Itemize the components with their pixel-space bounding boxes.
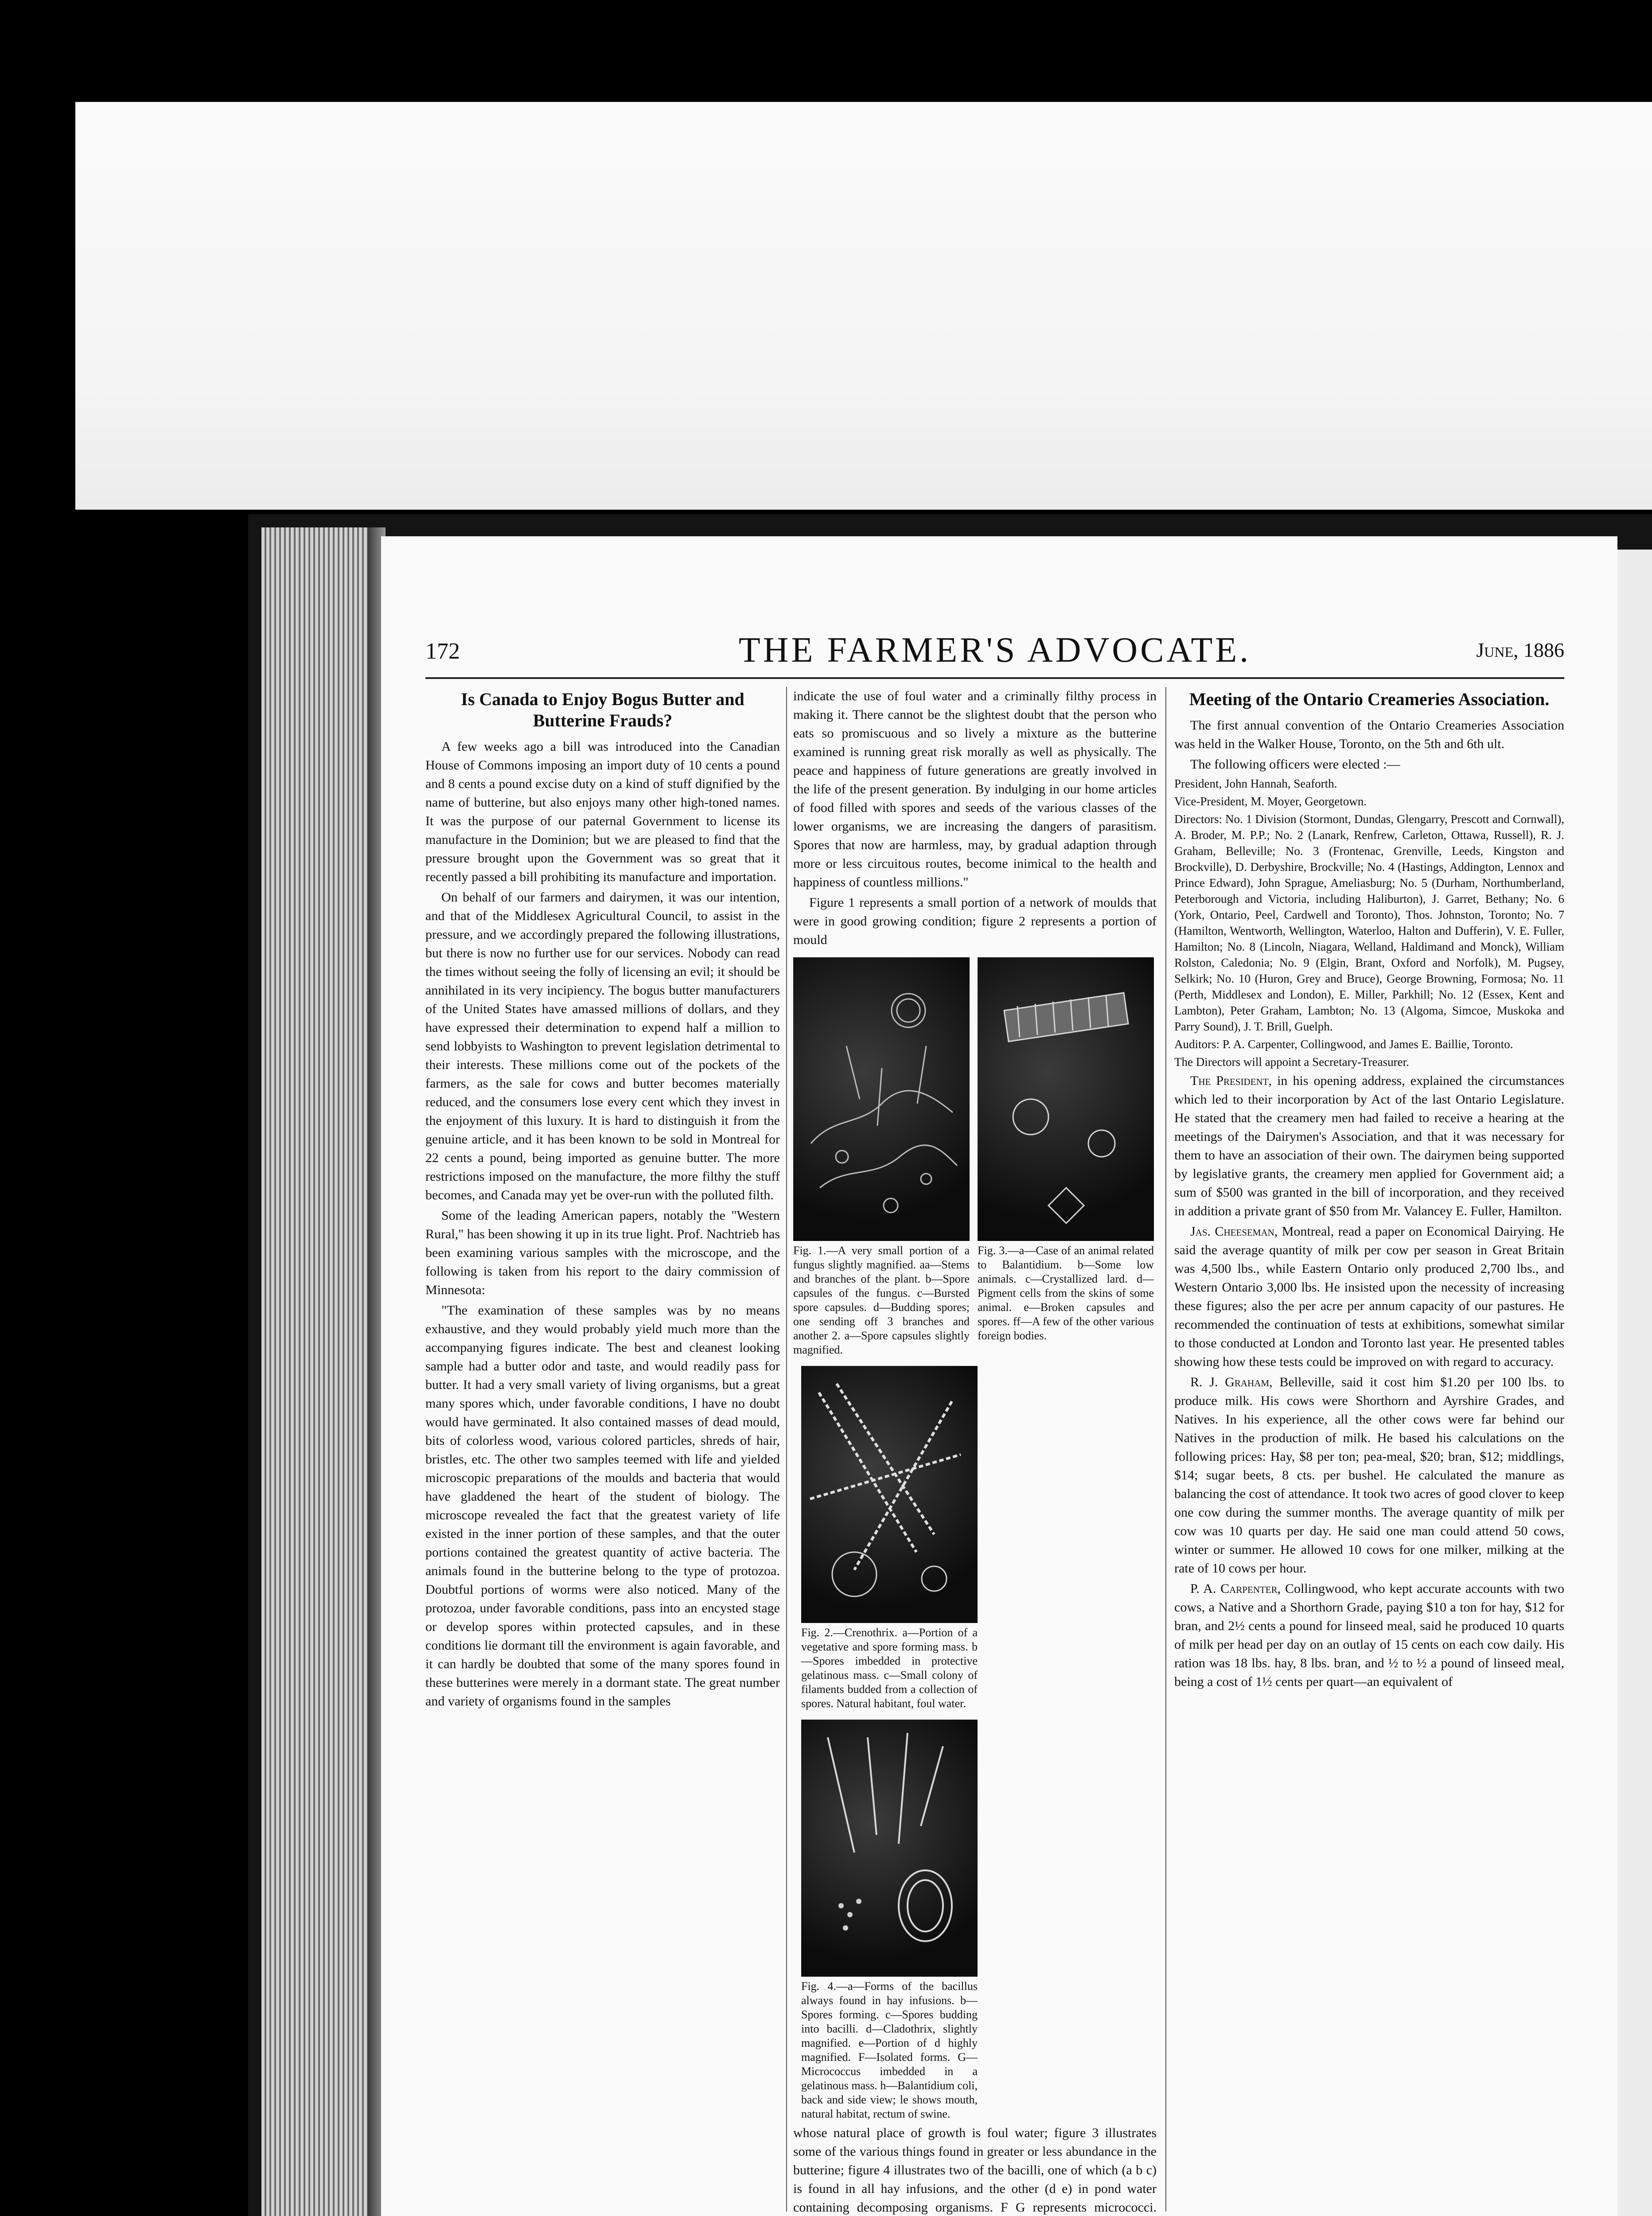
article-paragraph: indicate the use of foul water and a criminally filthy process in making it. There cannot be the slightest doubt that the person who eats so promiscuous and so lively a mixture as the butterine examined is running great risk morally as well as physically. The peace and happiness of future generations are greatly involved in the life of the present generation. By indulging in our home articles of food filled with spores and seeds of the various classes of the lower organisms, we are increasing the dangers of parasitism. Spores that now are harmless, may, by gradual adaption through more or less circuitous routes, become inimical to the health and happiness of countless millions."	[793, 689, 1157, 890]
figure-1-caption: Fig. 1.—A very small portion of a fungus slightly magnified. aa—Stems and branches of the plant. b—Spore capsules of the fungus. c—Bursted spore capsules. d—Budding spores; one sending off 3 branches and another 2. a—Spore capsules slightly magnified.	[793, 1244, 970, 1356]
issue-date: June, 1886	[1476, 639, 1564, 661]
column-1	[425, 687, 780, 2216]
article-paragraph	[1174, 1373, 1564, 1578]
article-paragraph: "The examination of these samples was by no means exhaustive, and they would probably yield much more than the accompanying figures indicate. The best and cleanest looking sample had a butter odor and taste, and would readily pass for butter. It had a very small variety of living organisms, but a great many spores which, under favorable conditions, I have no doubt would have germinated. It also contained masses of dead mould, bits of colorless wood, various colored particles, shreds of hair, bristles, etc. The other two samples teemed with life and yielded microscopic preparations of the moulds and bacteria that would have gladdened the heart of the student of biology. The microscope revealed the fact that the greatest variety of life existed in the inner portion of these samples, and that the outer portions contained the greatest quantity of active bacteria. The animals found in the butterine belong to the type of protozoa. Doubtful portions of worms were also noticed. Many of the protozoa, under favorable conditions, pass into an encysted stage or develop spores within protected capsules, and in these conditions lie dormant till the environment is again favorable, and it can hardly be doubted that some of the many spores found in these butterines were merely in a dormant state. The great number and variety of organisms found in the samples	[425, 1303, 780, 1709]
article-paragraph: On behalf of our farmers and dairymen, it was our intention, and that of the Middlesex Agricultural Council, to assist in the pressure, and we accordingly prepared the following illustrations, but there is now no further use for our services. Nobody can read the times without seeing the folly of licensing an evil; it should be annihilated in its very incipiency. The bogus butter manufacturers of the United States have amassed millions of dollars, and they have expressed their determination to expend half a million to send lobbyists to Washington to prevent legislation detrimental to their interests. These millions come out of the pockets of the farmers, as the sale for cows and butter becomes materially reduced, and the consumers lose every cent which they invest in the enjoyment of this luxury. It is hard to distinguish it from the genuine article, and it has been known to be sold in Montreal for 22 cents a pound, being imported as genuine butter. The more restrictions imposed on the manufacture, the more filthy the stuff becomes, and Canada may yet be over-run with the polluted filth.	[425, 890, 780, 1202]
paragraph-text: Collingwood, who kept accurate accounts with two cows, a Native and a Shorthorn Grade, paying $10 a ton for hay, $12 for bran, and 2½ cents a pound for linseed meal, said he produced 10 quarts of milk per head per day on an outlay of 15 cents on each cow daily. His ration was 18 lbs. hay, 8 lbs. bran, and ½ to ½ a pound of linseed meal, being a cost of 1½ cents per quart—an equivalent of	[1174, 1581, 1564, 1689]
figure-4-caption: Fig. 4.—a—Forms of the bacillus always found in hay infusions. b—Spores forming. c—Spores budding into bacilli. d—Cladothrix, slightly magnified. e—Portion of d highly magnified. F—Isolated forms. G—Micrococcus imbedded in a gelatinous mass. h—Balantidium coli, back and side view; le shows mouth, natural habitat, rectum of swine.	[801, 1980, 978, 2120]
column-rule	[786, 687, 787, 2212]
article-paragraph	[1174, 1072, 1564, 1221]
figure-3-caption: Fig. 3.—a—Case of an animal related to Balantidium. b—Some low animals. c—Crystallized lard. d—Pigment cells from the skins of some animal. e—Broken capsules and spores. ff—A few of the other various foreign bodies.	[978, 1244, 1154, 1342]
officer-entry: Directors: No. 1 Division (Stormont, Dundas, Glengarry, Prescott and Cornwall), A. Broder, M. P.P.; No. 2 (Lanark, Renfrew, Carleton, Ottawa, Russell), R. J. Graham, Belleville; No. 3 (Frontenac, Grenville, Leeds, Kingston and Brockville), D. Derbyshire, Brockville; No. 4 (Hastings, Addington, Lennox and Prince Edward), John Sprague, Ameliasburg; No. 5 (Durham, Northumberland, Peterborough and Victoria, including Haliburton), J. Garret, Bethany; No. 6 (York, Ontario, Peel, Cardwell and Toronto), Thos. Johnston, Toronto; No. 7 (Hamilton, Wentworth, Wellington, Waterloo, Halton and Dufferin), V. E. Fuller, Hamilton; No. 8 (Lincoln, Niagara, Welland, Haldimand and Monck), William Rolston, Caledonia; No. 9 (Elgin, Brant, Oxford and Norfolk), M. Pugsey, Selkirk; No. 10 (Huron, Grey and Bruce), George Browning, Formosa; No. 11 (Perth, Middlesex and London), E. Miller, Parkhill; No. 12 (Essex, Kent and Lambton), Peter Graham, Lambton; No. 13 (Algoma, Simcoe, Muskoka and Parry Sound), J. T. Brill, Guelph.	[1174, 812, 1564, 1033]
officer-entry: The Directors will appoint a Secretary-Treasurer.	[1174, 1055, 1409, 1069]
officer-entry: Vice-President, M. Moyer, Georgetown.	[1174, 795, 1367, 808]
foreign-bodies-illustration	[978, 957, 1154, 1241]
figure-1-plate	[793, 957, 970, 1241]
facing-page-edge	[1613, 550, 1652, 2216]
column-2	[793, 687, 1157, 2216]
article-paragraph: The first annual convention of the Ontario Creameries Association was held in the Walker House, Toronto, on the 5th and 6th ult.	[1174, 718, 1564, 751]
article-paragraph: The following officers were elected :—	[1190, 757, 1400, 772]
running-head	[425, 625, 1564, 669]
paragraph-text: in his opening address, explained the circumstances which led to their incorporation by Act of the last Ontario Legislature. He stated that the creamery men had failed to receive a hearing at the meetings of the Dairymen's Association, and that it was necessary for them to have an association of their own. The dairymen being supported by legislative grants, the creamery men applied for Government aid; a sum of $500 was granted in the bill of incorporation, and they received in addition a private grant of $50 from Mr. Valancey E. Fuller, Hamilton.	[1174, 1073, 1564, 1218]
masthead-title: THE FARMER'S ADVOCATE.	[738, 631, 1251, 670]
bacilli-illustration	[801, 1720, 978, 1977]
speaker-name: R. J. Graham,	[1190, 1375, 1273, 1389]
article-headline: Is Canada to Enjoy Bogus Butter and Butterine Frauds?	[461, 689, 744, 730]
paragraph-text: Belleville, said it cost him $1.20 per 100 lbs. to produce milk. His cows were Shorthorn and Ayrshire Grades, and Natives. In his experience, all the other cows were far behind our Natives in the production of milk. He based his calculations on the following prices: Hay, $8 per ton; pea-meal, $20; bran, $12; middlings, $14; sugar beets, 8 cts. per bushel. He calculated the manure as balancing the cost of attendance. It took two acres of good clover to keep one cow during the summer months. The average quantity of milk per cow was 10 quarts per day. He said one man could attend 50 cows, winter or summer. He allowed 10 cows for one milker, milking at the rate of 10 cows per hour.	[1174, 1375, 1564, 1576]
speaker-name: The President,	[1190, 1073, 1272, 1088]
speaker-name: Jas. Cheeseman,	[1190, 1224, 1278, 1239]
page-number: 172	[425, 639, 460, 664]
figure-4-plate	[801, 1720, 978, 1977]
article-paragraph	[1174, 1222, 1564, 1371]
article-paragraph	[1174, 1580, 1564, 1691]
article-paragraph: A few weeks ago a bill was introduced into the Canadian House of Commons imposing an import duty of 10 cents a pound and 8 cents a pound excise duty on a kind of stuff dignified by the name of butterine, but also enjoys many other high-toned names. It was the purpose of our paternal Government to license its manufacture in the Dominion; but we are pleased to find that the pressure brought upon the Government was so great that it recently passed a bill prohibiting its manufacture and importation.	[425, 739, 780, 884]
figure-2	[801, 1366, 978, 1711]
header-rule	[425, 677, 1564, 679]
fungus-illustration	[793, 957, 970, 1241]
figure-1	[793, 957, 970, 1357]
crenothrix-illustration	[801, 1366, 978, 1623]
article-paragraph: whose natural place of growth is foul water; figure 3 illustrates some of the various things found in greater or less abundance in the butterine; figure 4 illustrates two of the bacilli, one of which (a b c) is found in all hay infusions, and the other (d e) in pond water containing decomposing organisms. F G represents micrococci.	[793, 2126, 1157, 2215]
article-paragraph: Figure 1 represents a small portion of a network of moulds that were in good growing condition; figure 2 represents a portion of mould	[793, 895, 1157, 947]
paragraph-text: Montreal, read a paper on Economical Dairying. He said the average quantity of milk per cow per season in Great Britain was 4,500 lbs., while Eastern Ontario only produced 2,700 lbs., and Western Ontario 3,000 lbs. He insisted upon the necessity of increasing these figures; also the per acre per annum capacity of our pastures. He recommended the continuation of tests at exhibitions, somewhat similar to those conducted at London and Toronto last year. He presented tables showing how these tests could be improved on with regard to accuracy.	[1174, 1224, 1564, 1369]
figure-4	[801, 1720, 978, 2121]
officer-entry: Auditors: P. A. Carpenter, Collingwood, and James E. Baillie, Toronto.	[1174, 1038, 1513, 1051]
microfilm-margin-top	[75, 102, 1652, 510]
speaker-name: P. A. Carpenter,	[1190, 1581, 1281, 1596]
article-headline: Meeting of the Ontario Creameries Association.	[1189, 689, 1550, 709]
officer-entry: President, John Hannah, Seaforth.	[1174, 777, 1337, 790]
officers-list	[1174, 776, 1564, 1070]
newspaper-page	[381, 536, 1617, 2216]
figure-3-plate	[978, 957, 1154, 1241]
figure-2-plate	[801, 1366, 978, 1623]
article-paragraph: Some of the leading American papers, notably the "Western Rural," has been showing it up in its true light. Prof. Nachtrieb has been examining various samples with the microscope, and the following is taken from his report to the dairy commission of Minnesota:	[425, 1208, 780, 1297]
column-3	[1174, 687, 1564, 2216]
column-rule	[1165, 687, 1166, 2212]
figure-3	[978, 957, 1154, 1343]
figure-2-caption: Fig. 2.—Crenothrix. a—Portion of a vegetative and spore forming mass. b—Spores imbedded in protective gelatinous mass. c—Small colony of filaments budded from a collection of spores. Natural habitant, foul water.	[801, 1626, 978, 1710]
page-edges	[261, 527, 368, 2216]
